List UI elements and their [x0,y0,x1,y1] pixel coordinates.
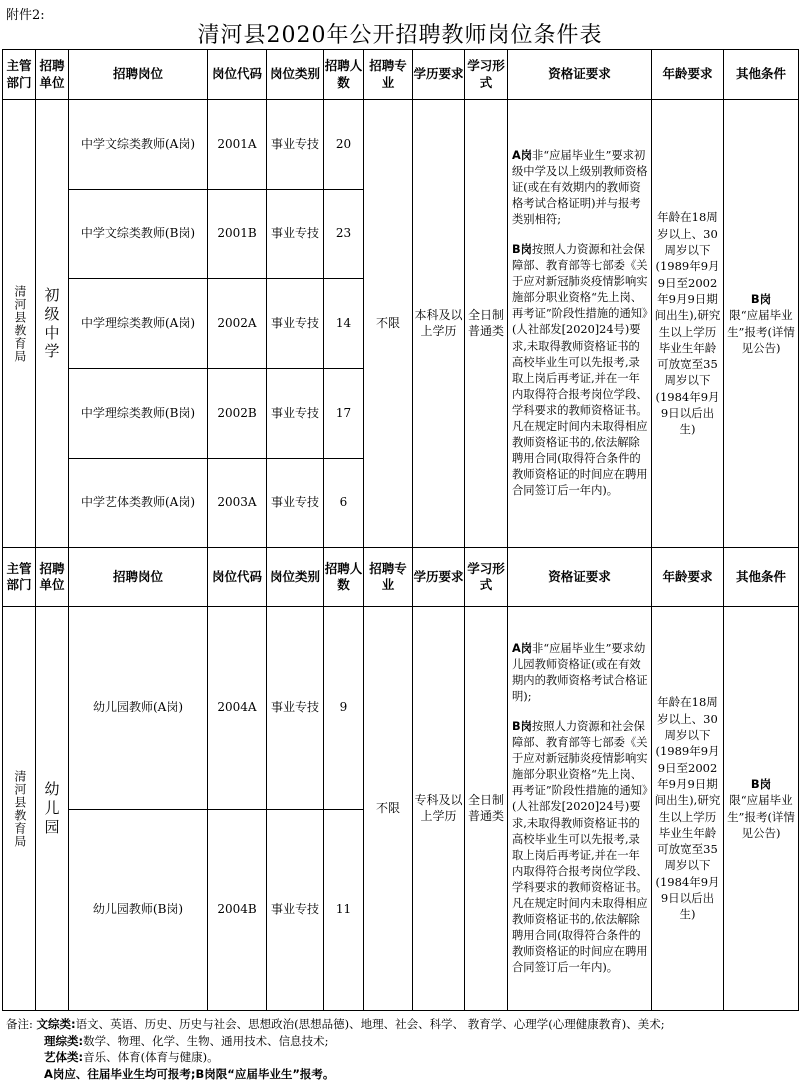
header-education: 学历要求 [413,50,465,100]
header-cert: 资格证要求 [508,548,652,607]
post-category: 事业专技 [267,607,324,810]
notes-yi-text: 音乐、体育(体育与健康)。 [83,1050,219,1065]
header-major: 招聘专业 [364,548,413,607]
post-name: 幼儿园教师(A岗) [69,607,208,810]
section1-cert [508,100,652,548]
notes-ab: A岗应、往届毕业生均可报考;B岗限“应届毕业生”报考。 [44,1067,335,1082]
header-code: 岗位代码 [208,50,267,100]
post-code: 2001A [208,100,267,190]
post-count: 14 [324,279,364,369]
section2-age: 年龄在18周岁以上、30周岁以下(1989年9月9日至2002年9月9日期间出生),研究生以上学历毕业生年龄可放宽至35周岁以下(1984年9月9日以后出生) [652,607,724,1011]
post-code: 2003A [208,459,267,548]
section1-education: 本科及以上学历 [413,100,465,548]
header-post: 招聘岗位 [69,50,208,100]
table-header-row [3,548,799,607]
header-category: 岗位类别 [267,50,324,100]
section1-major: 不限 [364,100,413,548]
page-title: 清河县2020年公开招聘教师岗位条件表 [197,23,603,48]
notes-li-label: 理综类: [44,1033,84,1048]
post-code: 2004A [208,607,267,810]
section2-unit: 幼儿园 [36,607,69,1011]
section1-unit: 初级中学 [36,100,69,548]
post-code: 2002B [208,369,267,459]
header-major: 招聘专业 [364,50,413,100]
cert-b-text: 按照人力资源和社会保障部、教育部等七部委《关于应对新冠肺炎疫情影响实施部分职业资格“先上岗、再考证”阶段性措施的通知》(人社部发[2020]24号)要求,未取得教师资格证书的高校毕业生可以先报考,录取上岗后再考证,并在一年内取得符合报考岗位学段、学科要求的教师资格证书。凡在规定时间内未取得相应教师资格证书的,依法解除聘用合同(取得符合条件的教师资格证的时间应在聘用合同签订后一年内)。 [512,720,648,974]
header-count: 招聘人数 [324,548,364,607]
cert-b-label: B岗 [512,243,532,257]
post-name: 中学文综类教师(B岗) [69,190,208,279]
section2-other [724,607,799,1011]
post-category: 事业专技 [267,190,324,279]
header-category: 岗位类别 [267,548,324,607]
header-age: 年龄要求 [652,50,724,100]
other-text: 限“应届毕业生”报考(详情见公告) [727,793,795,840]
post-category: 事业专技 [267,369,324,459]
post-count: 20 [324,100,364,190]
header-unit: 招聘单位 [36,50,69,100]
header-other: 其他条件 [724,50,799,100]
post-count: 23 [324,190,364,279]
job-conditions-table [2,49,799,1011]
cert-a-label: A岗 [512,642,533,656]
table-row [3,607,799,810]
post-count: 6 [324,459,364,548]
post-name: 中学艺体类教师(A岗) [69,459,208,548]
section1-study-form: 全日制普通类 [465,100,508,548]
other-text: 限“应届毕业生”报考(详情见公告) [727,308,795,355]
post-count: 9 [324,607,364,810]
cert-a-text: 非“应届毕业生”要求初级中学及以上级别教师资格证(或在有效期内的教师资格考试合格证明)并与报考类别相符; [512,149,648,227]
section2-cert [508,607,652,1011]
table-header-row [3,50,799,100]
notes-wen-text: 语文、英语、历史、历史与社会、思想政治(思想品德)、地理、社会、科学、 教育学、心理学(心理健康教育)、美术; [75,1017,665,1031]
post-name: 幼儿园教师(B岗) [69,810,208,1011]
header-education: 学历要求 [413,548,465,607]
section1-age: 年龄在18周岁以上、30周岁以下(1989年9月9日至2002年9月9日期间出生),研究生以上学历毕业生年龄可放宽至35周岁以下(1984年9月9日以后出生) [652,100,724,548]
section2-study-form: 全日制普通类 [465,607,508,1011]
post-code: 2001B [208,190,267,279]
section2-education: 专科及以上学历 [413,607,465,1011]
post-category: 事业专技 [267,810,324,1011]
post-category: 事业专技 [267,459,324,548]
header-dept: 主管部门 [3,50,36,100]
header-dept: 主管部门 [3,548,36,607]
header-post: 招聘岗位 [69,548,208,607]
notes-li-text: 数学、物理、化学、生物、通用技术、信息技术; [83,1033,329,1048]
section2-dept: 清河县教育局 [3,607,36,1011]
attachment-label: 附件2: [6,8,45,23]
header-count: 招聘人数 [324,50,364,100]
header-study-form: 学习形式 [465,50,508,100]
notes [6,1016,796,1083]
cert-b-text: 按照人力资源和社会保障部、教育部等七部委《关于应对新冠肺炎疫情影响实施部分职业资格“先上岗、再考证”阶段性措施的通知》(人社部发[2020]24号)要求,未取得教师资格证书的高校毕业生可以先报考,录取上岗后再考证,并在一年内取得符合报考岗位学段、学科要求的教师资格证书。凡在规定时间内未取得相应教师资格证书的,依法解除聘用合同(取得符合条件的教师资格证的时间应在聘用合同签订后一年内)。 [512,243,648,497]
header-unit: 招聘单位 [36,548,69,607]
post-count: 17 [324,369,364,459]
cert-a-label: A岗 [512,149,533,163]
other-label: B岗 [750,776,772,791]
cert-a-text: 非“应届毕业生”要求幼儿园教师资格证(或在有效期内的教师资格考试合格证明); [512,642,648,704]
post-name: 中学理综类教师(B岗) [69,369,208,459]
post-count: 11 [324,810,364,1011]
notes-prefix: 备注: [6,1017,33,1031]
section2-major: 不限 [364,607,413,1011]
post-category: 事业专技 [267,279,324,369]
header-other: 其他条件 [724,548,799,607]
section1-other [724,100,799,548]
notes-wen-label: 文综类: [36,1017,76,1031]
post-name: 中学理综类教师(A岗) [69,279,208,369]
post-code: 2004B [208,810,267,1011]
header-cert: 资格证要求 [508,50,652,100]
notes-yi-label: 艺体类: [44,1050,84,1065]
header-code: 岗位代码 [208,548,267,607]
section1-dept: 清河县教育局 [3,100,36,548]
other-label: B岗 [750,291,772,306]
header-study-form: 学习形式 [465,548,508,607]
post-code: 2002A [208,279,267,369]
header-age: 年龄要求 [652,548,724,607]
cert-b-label: B岗 [512,720,532,734]
post-category: 事业专技 [267,100,324,190]
post-name: 中学文综类教师(A岗) [69,100,208,190]
table-row [3,100,799,190]
